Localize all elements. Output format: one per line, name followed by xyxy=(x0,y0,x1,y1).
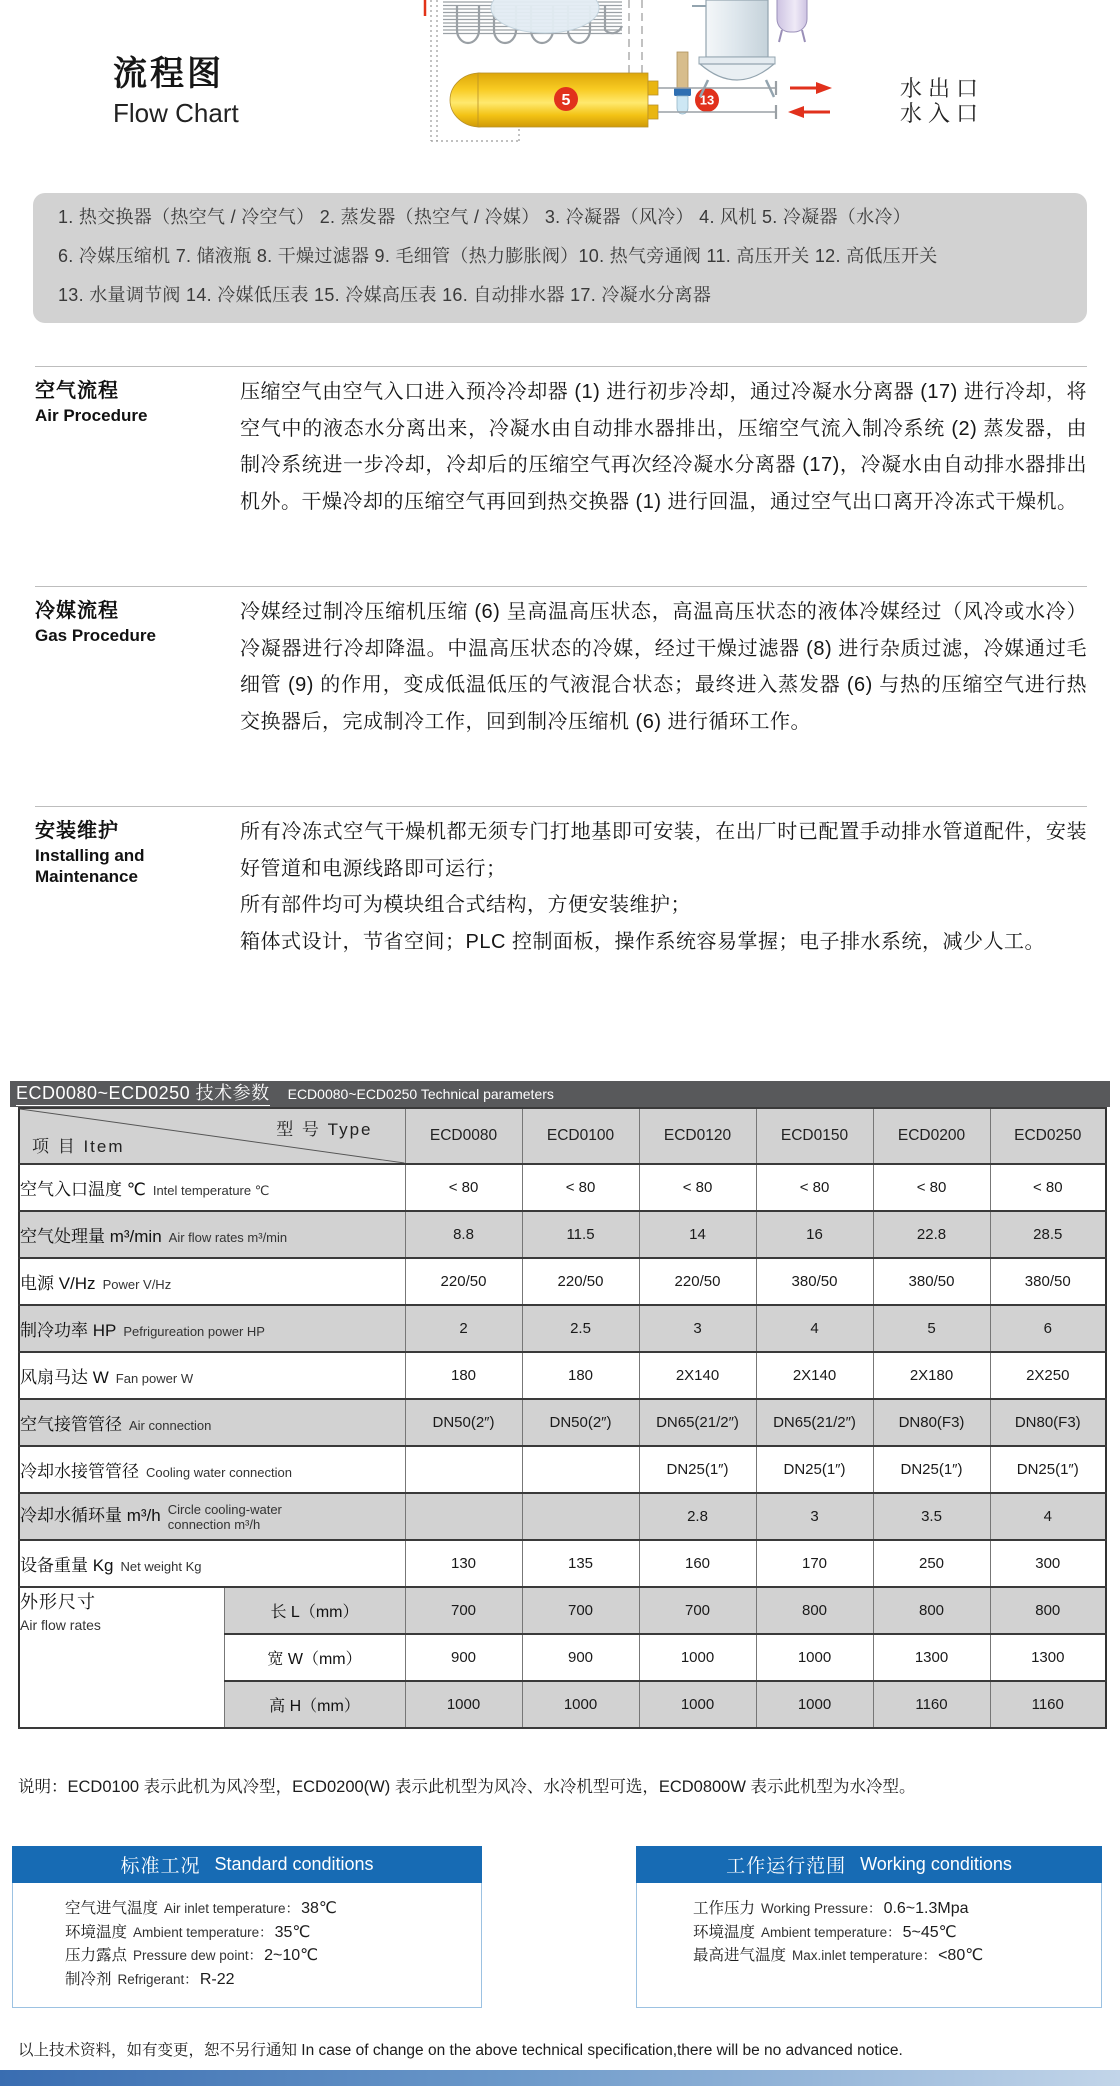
condition-label-en: Air inlet temperature： xyxy=(164,1901,300,1916)
fan-blob xyxy=(491,0,599,33)
condition-label-en: Ambient temperature： xyxy=(133,1924,273,1940)
cell-value xyxy=(522,1493,639,1540)
dimension-sublabel: 宽 W（mm） xyxy=(224,1634,405,1681)
dimension-group-en: Air flow rates xyxy=(20,1617,101,1633)
cell-value: 170 xyxy=(756,1540,873,1587)
table-row xyxy=(19,1211,1106,1258)
paragraph: 压缩空气由空气入口进入预冷冷却器 (1) 进行初步冷却，通过冷凝水分离器 (17) 进行冷却，将空气中的液态水分离出来，冷凝水由自动排水器排出，压缩空气流入制冷系统 (2) 蒸发器，由制冷系统进一步冷却，冷却后的压缩空气再次经冷凝水分离器 (17)，冷凝水由自动排水器排出机外。干燥冷却的压缩空气再回到热交换器 (1) 进行回温，通过空气出口离开冷冻式干燥机。 xyxy=(240,381,1087,513)
receiver-tank xyxy=(692,0,775,97)
condition-label-cn: 工作压力 xyxy=(693,1900,756,1917)
condition-line xyxy=(65,1921,481,1945)
row-label-en: Cooling water connection xyxy=(146,1465,292,1481)
model-header: ECD0080 xyxy=(405,1108,522,1164)
bottom-blue-bar xyxy=(0,2070,1120,2086)
cell-value: 300 xyxy=(990,1540,1106,1587)
row-label-cn: 冷却水循环量 m³/h xyxy=(20,1506,161,1526)
section-gas-procedure xyxy=(35,586,1087,740)
cell-value: DN25(1″) xyxy=(873,1446,990,1493)
cell-value: 1000 xyxy=(639,1634,756,1681)
row-label-en: Power V/Hz xyxy=(102,1277,172,1293)
section-air-procedure xyxy=(35,366,1087,520)
table-row xyxy=(19,1305,1106,1352)
condition-value: <80℃ xyxy=(938,1947,984,1964)
cell-value: 5 xyxy=(873,1305,990,1352)
cell-value xyxy=(405,1493,522,1540)
cell-value: 180 xyxy=(405,1352,522,1399)
cell-value: < 80 xyxy=(990,1164,1106,1211)
section-label xyxy=(35,814,240,960)
cell-value: 3.5 xyxy=(873,1493,990,1540)
cell-value: 2.5 xyxy=(522,1305,639,1352)
row-label xyxy=(19,1399,405,1446)
table-title-cn: ECD0080~ECD0250 技术参数 xyxy=(16,1082,270,1106)
condition-label-cn: 环境温度 xyxy=(693,1923,756,1941)
cell-value: < 80 xyxy=(405,1164,522,1211)
cell-value: 6 xyxy=(990,1305,1106,1352)
table-title-en: ECD0080~ECD0250 Technical parameters xyxy=(287,1086,554,1102)
table-row xyxy=(19,1587,1106,1634)
paragraph: 所有部件均可为模块组合式结构，方便安装维护； xyxy=(240,894,691,916)
working-conditions-body xyxy=(636,1883,1102,2008)
cell-value: < 80 xyxy=(522,1164,639,1211)
legend-line: 13. 水量调节阀 14. 冷媒低压表 15. 冷媒高压表 16. 自动排水器 17. 冷凝水分离器 xyxy=(58,285,712,305)
table-row xyxy=(19,1399,1106,1446)
row-label-en: Intel temperature ℃ xyxy=(152,1183,270,1199)
condition-line xyxy=(693,1921,1101,1945)
note-text: 说明：ECD0100 表示此机为风冷型，ECD0200(W) 表示此机型为风冷、水冷机型可选，ECD0800W 表示此机型为水冷型。 xyxy=(18,1778,916,1796)
table-row xyxy=(19,1493,1106,1540)
flow-chart-title-en: Flow Chart xyxy=(113,98,239,128)
cell-value: 800 xyxy=(873,1587,990,1634)
condition-label-cn: 空气进气温度 xyxy=(65,1900,159,1917)
condition-line xyxy=(693,1944,1101,1968)
condition-value: 38℃ xyxy=(301,1900,337,1917)
cell-value: < 80 xyxy=(639,1164,756,1211)
legend-line: 1. 热交换器（热空气 / 冷空气） 2. 蒸发器（热空气 / 冷媒） 3. 冷凝器（风冷） 4. 风机 5. 冷凝器（水冷） xyxy=(58,207,911,227)
badge-5-label: 5 xyxy=(561,92,571,109)
section-label xyxy=(35,374,240,520)
water-cooled-condenser xyxy=(450,73,658,127)
legend-line: 6. 冷媒压缩机 7. 储液瓶 8. 干燥过滤器 9. 毛细管（热力膨胀阀）10. 热气旁通阀 11. 高压开关 12. 高低压开关 xyxy=(58,246,938,266)
box-title-cn: 工作运行范围 xyxy=(726,1856,847,1877)
paragraph: 箱体式设计，节省空间；PLC 控制面板，操作系统容易掌握；电子排水系统，减少人工。 xyxy=(240,930,1045,953)
paragraph: 冷媒经过制冷压缩机压缩 (6) 呈高温高压状态，高温高压状态的液体冷媒经过（风冷或水冷）冷凝器进行冷却降温。中温高压状态的冷媒，经过干燥过滤器 (8) 进行杂质过滤，冷媒通过毛细管 (9) 的作用，变成低温低压的气液混合状态；最终进入蒸发器 (6) 与热的压缩空气进行热交换器后，完成制冷工作，回到制冷压缩机 (6) 进行循环工作。 xyxy=(240,601,1087,733)
flow-chart-title-cn: 流程图 xyxy=(113,55,224,93)
model-header: ECD0200 xyxy=(873,1108,990,1164)
cell-value: 3 xyxy=(639,1305,756,1352)
cell-value xyxy=(405,1446,522,1493)
working-conditions-box xyxy=(636,1846,1102,2008)
cell-value: 180 xyxy=(522,1352,639,1399)
cell-value: DN50(2″) xyxy=(522,1399,639,1446)
cell-value: 4 xyxy=(990,1493,1106,1540)
table-row xyxy=(19,1352,1106,1399)
cell-value: 2X180 xyxy=(873,1352,990,1399)
condition-label-en: Ambient temperature： xyxy=(761,1924,901,1940)
cell-value: 2X140 xyxy=(756,1352,873,1399)
box-title-en: Standard conditions xyxy=(214,1854,374,1874)
model-header: ECD0100 xyxy=(522,1108,639,1164)
cell-value: 2.8 xyxy=(639,1493,756,1540)
water-inlet-label: 水入口 xyxy=(900,101,985,126)
box-title-cn: 标准工况 xyxy=(120,1856,201,1877)
condition-line xyxy=(65,1897,481,1921)
standard-conditions-body xyxy=(12,1883,482,2008)
working-conditions-header xyxy=(636,1846,1102,1883)
cell-value: 2X250 xyxy=(990,1352,1106,1399)
section-installing-maintenance xyxy=(35,806,1087,960)
condition-label-cn: 制冷剂 xyxy=(65,1970,112,1988)
section-label-cn: 安装维护 xyxy=(35,820,119,842)
row-label-cn: 风扇马达 W xyxy=(20,1368,109,1387)
water-outlet-label: 水出口 xyxy=(900,76,985,101)
row-label xyxy=(19,1211,405,1258)
cell-value: DN65(21/2″) xyxy=(756,1399,873,1446)
section-label-en: Installing and Maintenance xyxy=(35,846,145,886)
cell-value: 1300 xyxy=(990,1634,1106,1681)
cell-value: DN80(F3) xyxy=(990,1399,1106,1446)
cell-value: 1160 xyxy=(990,1681,1106,1728)
dimension-group-cn: 外形尺寸 xyxy=(20,1592,96,1612)
cell-value: DN25(1″) xyxy=(639,1446,756,1493)
section-label-en: Gas Procedure xyxy=(35,626,156,645)
cell-value: 130 xyxy=(405,1540,522,1587)
row-label xyxy=(19,1493,405,1540)
liquid-receiver xyxy=(777,0,807,42)
cell-value: 250 xyxy=(873,1540,990,1587)
row-label-en: Net weight Kg xyxy=(120,1559,202,1575)
cell-value: 220/50 xyxy=(639,1258,756,1305)
condition-line xyxy=(65,1968,481,1992)
condition-line xyxy=(693,1897,1101,1921)
table-corner-cell xyxy=(19,1108,405,1164)
condition-label-en: Working Pressure： xyxy=(761,1901,882,1916)
box-title-en: Working conditions xyxy=(860,1854,1012,1874)
cell-value: DN25(1″) xyxy=(756,1446,873,1493)
cell-value: 8.8 xyxy=(405,1211,522,1258)
table-row xyxy=(19,1164,1106,1211)
row-label-cn: 空气接管管径 xyxy=(20,1415,122,1434)
cell-value: 4 xyxy=(756,1305,873,1352)
condition-value: 5~45℃ xyxy=(902,1923,957,1941)
standard-conditions-header xyxy=(12,1846,482,1883)
cell-value: 1000 xyxy=(639,1681,756,1728)
cell-value: 1300 xyxy=(873,1634,990,1681)
row-label-en: Air connection xyxy=(129,1418,212,1434)
cell-value: DN25(1″) xyxy=(990,1446,1106,1493)
cell-value: < 80 xyxy=(756,1164,873,1211)
table-title-bar xyxy=(10,1081,1110,1107)
cell-value: 11.5 xyxy=(522,1211,639,1258)
legend-box xyxy=(33,193,1087,323)
section-label xyxy=(35,594,240,740)
cell-value: 380/50 xyxy=(756,1258,873,1305)
cell-value: 22.8 xyxy=(873,1211,990,1258)
cell-value: 380/50 xyxy=(990,1258,1106,1305)
water-outlet-arrow xyxy=(790,82,832,94)
standard-conditions-box xyxy=(12,1846,482,2008)
cell-value: 1000 xyxy=(756,1634,873,1681)
badge-13-label: 13 xyxy=(699,92,715,108)
condition-line xyxy=(65,1944,481,1968)
model-header: ECD0250 xyxy=(990,1108,1106,1164)
row-label-cn: 空气入口温度 ℃ xyxy=(20,1180,146,1199)
corner-type-label: 型 号 Type xyxy=(276,1120,373,1139)
dimension-sublabel: 长 L（mm） xyxy=(224,1587,405,1634)
row-label-en: Pefrigureation power HP xyxy=(123,1324,265,1340)
cell-value: 700 xyxy=(639,1587,756,1634)
row-label-en: Air flow rates m³/min xyxy=(168,1230,288,1246)
cell-value: 1000 xyxy=(522,1681,639,1728)
corner-item-label: 项 目 Item xyxy=(32,1137,125,1156)
condition-label-cn: 压力露点 xyxy=(65,1947,128,1964)
cell-value: 1000 xyxy=(756,1681,873,1728)
row-label-en: Fan power W xyxy=(115,1371,194,1387)
cell-value: DN65(21/2″) xyxy=(639,1399,756,1446)
row-label-cn: 空气处理量 m³/min xyxy=(20,1227,162,1246)
model-header: ECD0120 xyxy=(639,1108,756,1164)
row-label-cn: 设备重量 Kg xyxy=(20,1556,114,1575)
cell-value: DN80(F3) xyxy=(873,1399,990,1446)
paragraph: 所有冷冻式空气干燥机都无须专门打地基即可安装，在出厂时已配置手动排水管道配件，安装好管道和电源线路即可运行； xyxy=(240,821,1087,880)
cell-value: 220/50 xyxy=(522,1258,639,1305)
section-body xyxy=(240,594,1087,740)
condition-label-cn: 最高进气温度 xyxy=(693,1947,787,1964)
model-header: ECD0150 xyxy=(756,1108,873,1164)
cell-value: 380/50 xyxy=(873,1258,990,1305)
cell-value: 2X140 xyxy=(639,1352,756,1399)
cell-value: 900 xyxy=(405,1634,522,1681)
cell-value: DN50(2″) xyxy=(405,1399,522,1446)
section-body xyxy=(240,374,1087,520)
table-row xyxy=(19,1540,1106,1587)
condition-label-en: Max.inlet temperature： xyxy=(792,1948,937,1963)
condition-label-en: Refrigerant： xyxy=(117,1971,198,1987)
row-label xyxy=(19,1258,405,1305)
table-row xyxy=(19,1446,1106,1493)
row-label-cn: 电源 V/Hz xyxy=(20,1274,96,1293)
table-header-row xyxy=(19,1108,1106,1164)
cell-value: 3 xyxy=(756,1493,873,1540)
table-row xyxy=(19,1258,1106,1305)
condition-value: 0.6~1.3Mpa xyxy=(883,1900,969,1917)
row-label xyxy=(19,1305,405,1352)
cell-value: 2 xyxy=(405,1305,522,1352)
cell-value: 800 xyxy=(990,1587,1106,1634)
condition-label-cn: 环境温度 xyxy=(65,1923,128,1941)
cell-value: < 80 xyxy=(873,1164,990,1211)
footer-disclaimer: 以上技术资料，如有变更，恕不另行通知 In case of change on the above technical specification,there will be no advanced notice. xyxy=(18,2042,903,2059)
cell-value xyxy=(522,1446,639,1493)
row-label xyxy=(19,1352,405,1399)
water-regulating-valve xyxy=(674,52,691,114)
cell-value: 220/50 xyxy=(405,1258,522,1305)
row-label xyxy=(19,1446,405,1493)
section-label-cn: 冷媒流程 xyxy=(35,600,119,622)
cell-value: 700 xyxy=(522,1587,639,1634)
row-label xyxy=(19,1164,405,1211)
section-label-cn: 空气流程 xyxy=(35,380,119,402)
flow-chart-title xyxy=(113,46,239,129)
cell-value: 28.5 xyxy=(990,1211,1106,1258)
cell-value: 16 xyxy=(756,1211,873,1258)
dimension-sublabel: 高 H（mm） xyxy=(224,1681,405,1728)
condition-value: R-22 xyxy=(199,1970,235,1988)
cell-value: 1000 xyxy=(405,1681,522,1728)
row-label-en: Circle cooling-water connection m³/h xyxy=(167,1501,282,1532)
cell-value: 160 xyxy=(639,1540,756,1587)
row-label xyxy=(19,1540,405,1587)
water-inlet-arrow xyxy=(788,106,830,118)
row-label-cn: 冷却水接管管径 xyxy=(20,1462,139,1481)
cell-value: 700 xyxy=(405,1587,522,1634)
condition-value: 35℃ xyxy=(274,1923,311,1941)
cell-value: 14 xyxy=(639,1211,756,1258)
row-label-cn: 制冷功率 HP xyxy=(20,1321,117,1340)
cell-value: 1160 xyxy=(873,1681,990,1728)
condition-value: 2~10℃ xyxy=(264,1947,319,1964)
cell-value: 900 xyxy=(522,1634,639,1681)
cell-value: 800 xyxy=(756,1587,873,1634)
dimension-group-label xyxy=(19,1587,224,1728)
technical-parameters-table xyxy=(18,1107,1107,1729)
section-label-en: Air Procedure xyxy=(35,406,148,425)
condition-label-en: Pressure dew point： xyxy=(133,1948,263,1963)
cell-value: 135 xyxy=(522,1540,639,1587)
section-body xyxy=(240,814,1087,960)
